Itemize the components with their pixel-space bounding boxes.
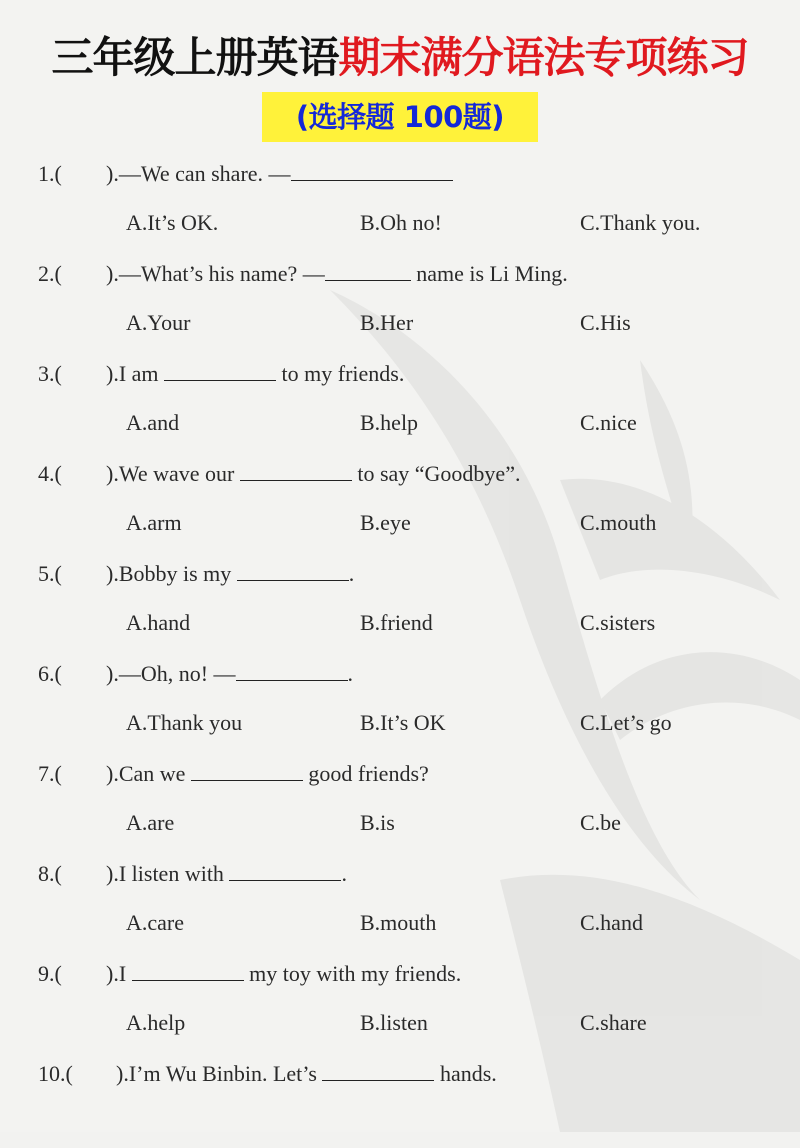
option-b: B.It’s OK xyxy=(360,710,446,735)
question-number: 9.( xyxy=(38,961,62,986)
option-a: A.and xyxy=(126,410,180,435)
title-black-part: 三年级上册英语 xyxy=(51,33,339,82)
question-3 xyxy=(0,348,800,448)
question-text-after: my toy with my friends. xyxy=(243,961,462,986)
answer-blank[interactable] xyxy=(325,258,411,281)
option-a: A.Thank you xyxy=(126,710,243,735)
option-c: C.Let’s go xyxy=(580,710,672,735)
question-text-after: good friends? xyxy=(302,761,429,786)
question-number: 3.( xyxy=(38,361,62,386)
option-c: C.Thank you. xyxy=(580,210,701,235)
answer-paren-close: ). xyxy=(106,161,119,186)
option-a: A.help xyxy=(126,1010,186,1035)
answer-paren-close: ). xyxy=(116,1061,129,1086)
answer-blank[interactable] xyxy=(191,758,303,781)
answer-paren-close: ). xyxy=(106,261,119,286)
question-text-before: I xyxy=(118,961,132,986)
question-8 xyxy=(0,848,800,948)
question-text-before: —Oh, no! — xyxy=(118,661,236,686)
option-c: C.sisters xyxy=(580,610,656,635)
option-c: C.mouth xyxy=(580,510,657,535)
answer-blank[interactable] xyxy=(322,1058,434,1081)
question-number: 4.( xyxy=(38,461,62,486)
question-number: 6.( xyxy=(38,661,62,686)
question-text-after: . xyxy=(347,661,354,686)
question-stem xyxy=(38,158,453,189)
question-stem xyxy=(38,658,353,689)
option-b: B.friend xyxy=(360,610,433,635)
answer-blank[interactable] xyxy=(164,358,276,381)
question-text-before: I’m Wu Binbin. Let’s xyxy=(128,1061,323,1086)
question-stem xyxy=(38,558,354,589)
question-text-before: I am xyxy=(118,361,165,386)
question-stem xyxy=(38,758,429,789)
option-c: C.share xyxy=(580,1010,647,1035)
worksheet-title xyxy=(0,28,800,88)
question-text-after: name is Li Ming. xyxy=(410,261,568,286)
question-text-after: to my friends. xyxy=(276,361,405,386)
question-7 xyxy=(0,748,800,848)
question-number: 8.( xyxy=(38,861,62,886)
question-text-after: hands. xyxy=(434,1061,497,1086)
option-b: B.listen xyxy=(360,1010,428,1035)
question-text-after: . xyxy=(348,561,355,586)
answer-paren-close: ). xyxy=(106,361,119,386)
option-a: A.care xyxy=(126,910,185,935)
option-a: A.hand xyxy=(126,610,191,635)
question-6 xyxy=(0,648,800,748)
answer-blank[interactable] xyxy=(236,658,348,681)
question-text-after: . xyxy=(341,861,347,886)
title-red-part: 期末满分语法专项练习 xyxy=(338,33,749,82)
question-stem xyxy=(38,358,404,389)
option-a: A.are xyxy=(126,810,175,835)
question-stem xyxy=(38,258,568,289)
answer-paren-close: ). xyxy=(106,461,119,486)
option-a: A.It’s OK. xyxy=(126,210,219,235)
option-b: B.is xyxy=(360,810,395,835)
question-text-before: Bobby is my xyxy=(118,561,237,586)
question-stem xyxy=(38,458,520,489)
answer-paren-close: ). xyxy=(106,761,119,786)
question-number: 2.( xyxy=(38,261,62,286)
option-b: B.Her xyxy=(360,310,414,335)
subtitle-banner: (选择题 100题) xyxy=(262,92,538,142)
question-number: 1.( xyxy=(38,161,62,186)
question-text-before: I listen with xyxy=(118,861,230,886)
question-5 xyxy=(0,548,800,648)
option-b: B.Oh no! xyxy=(360,210,442,235)
question-stem xyxy=(38,958,461,989)
answer-paren-close: ). xyxy=(106,861,119,886)
option-c: C.His xyxy=(580,310,631,335)
option-c: C.be xyxy=(580,810,621,835)
option-c: C.hand xyxy=(580,910,643,935)
question-text-before: We wave our xyxy=(118,461,240,486)
question-stem xyxy=(38,1058,497,1089)
question-2 xyxy=(0,248,800,348)
question-text-before: —What’s his name? — xyxy=(118,261,325,286)
answer-paren-close: ). xyxy=(106,961,119,986)
answer-blank[interactable] xyxy=(229,858,341,881)
answer-blank[interactable] xyxy=(291,158,453,181)
question-1 xyxy=(0,148,800,248)
question-10 xyxy=(0,1048,800,1148)
answer-paren-close: ). xyxy=(106,561,119,586)
question-list xyxy=(0,148,800,1148)
question-number: 5.( xyxy=(38,561,62,586)
question-number: 10.( xyxy=(38,1061,73,1086)
option-b: B.mouth xyxy=(360,910,437,935)
answer-paren-close: ). xyxy=(106,661,119,686)
option-b: B.help xyxy=(360,410,419,435)
question-stem xyxy=(38,858,347,889)
option-b: B.eye xyxy=(360,510,411,535)
answer-blank[interactable] xyxy=(132,958,244,981)
option-a: A.arm xyxy=(126,510,182,535)
question-text-before: Can we xyxy=(118,761,191,786)
answer-blank[interactable] xyxy=(240,458,352,481)
question-4 xyxy=(0,448,800,548)
question-number: 7.( xyxy=(38,761,62,786)
question-text-after: to say “Goodbye”. xyxy=(351,461,521,486)
option-a: A.Your xyxy=(126,310,191,335)
question-text-before: —We can share. — xyxy=(118,161,291,186)
question-9 xyxy=(0,948,800,1048)
option-c: C.nice xyxy=(580,410,637,435)
answer-blank[interactable] xyxy=(237,558,349,581)
